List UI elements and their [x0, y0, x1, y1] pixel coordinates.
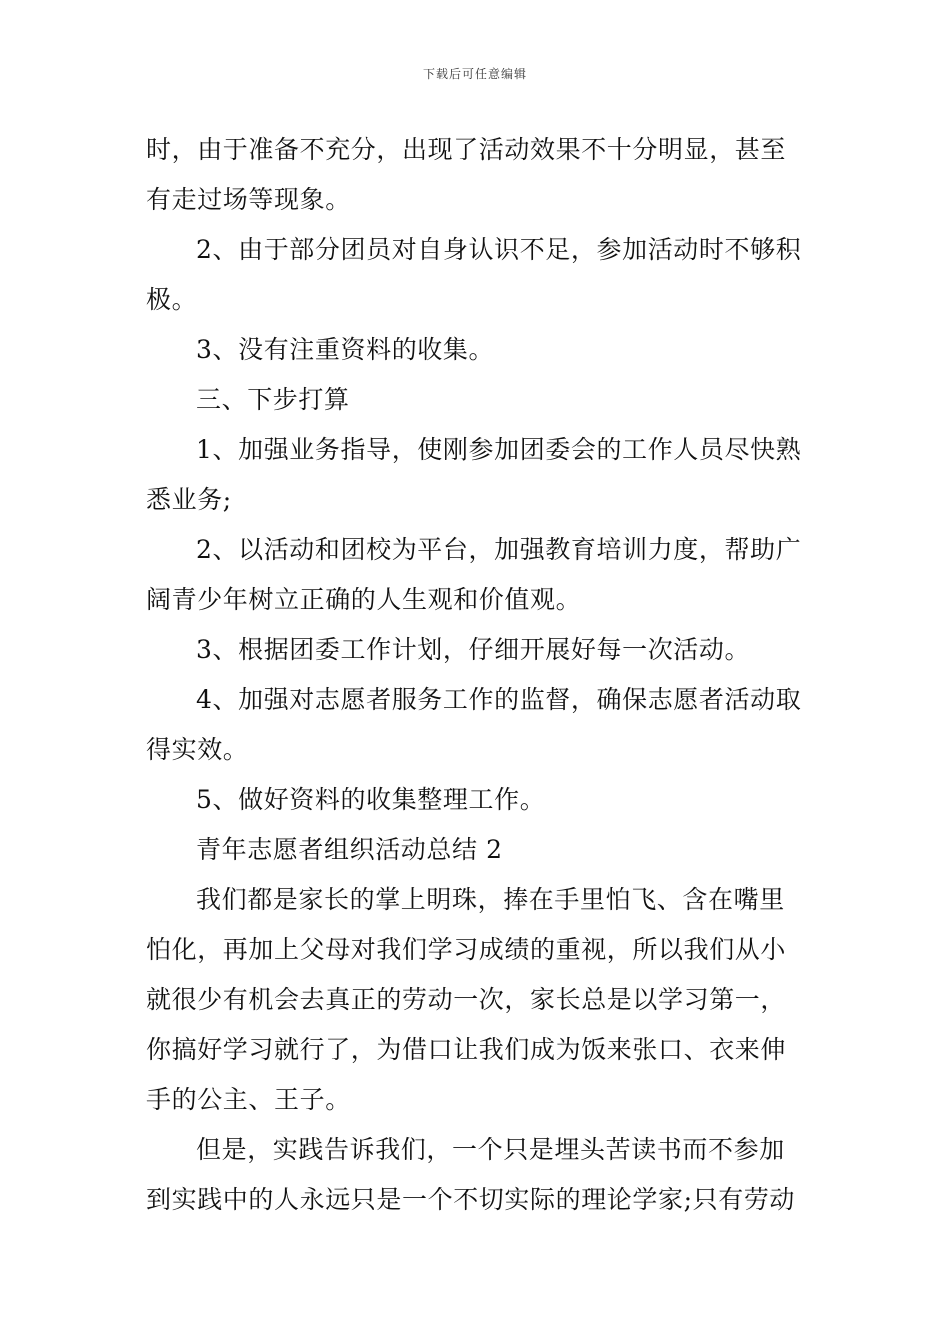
text-line: 3、根据团委工作计划，仔细开展好每一次活动。: [196, 635, 751, 664]
text-line: 阔青少年树立正确的人生观和价值观。: [146, 585, 582, 614]
text-line: 悉业务;: [146, 485, 232, 514]
text-line: 我们都是家长的掌上明珠，捧在手里怕飞、含在嘴里: [196, 885, 785, 914]
document-body: [146, 125, 808, 1225]
text-line: 到实践中的人永远只是一个不切实际的理论学家;只有劳动: [146, 1185, 796, 1214]
section-heading: 三、下步打算: [196, 385, 350, 414]
text-line: 怕化，再加上父母对我们学习成绩的重视，所以我们从小: [146, 935, 787, 964]
text-line: 极。: [146, 285, 198, 314]
text-line: 得实效。: [146, 735, 249, 764]
article-title: 青年志愿者组织活动总结 2: [196, 835, 503, 864]
text-line: 5、做好资料的收集整理工作。: [196, 785, 546, 814]
page-header: 下载后可任意编辑: [422, 67, 527, 81]
text-line: 3、没有注重资料的收集。: [196, 335, 495, 364]
text-line: 你搞好学习就行了，为借口让我们成为饭来张口、衣来伸: [146, 1035, 787, 1064]
text-line: 有走过场等现象。: [146, 185, 351, 214]
text-line: 时，由于准备不充分，出现了活动效果不十分明显，甚至: [146, 135, 787, 164]
text-line: 就很少有机会去真正的劳动一次，家长总是以学习第一，: [146, 985, 787, 1014]
text-line: 2、以活动和团校为平台，加强教育培训力度，帮助广: [196, 535, 802, 564]
text-line: 1、加强业务指导，使刚参加团委会的工作人员尽快熟: [196, 435, 802, 464]
text-line: 4、加强对志愿者服务工作的监督，确保志愿者活动取: [196, 685, 802, 714]
text-line: 2、由于部分团员对自身认识不足，参加活动时不够积: [196, 235, 802, 264]
text-line: 手的公主、王子。: [146, 1085, 351, 1114]
text-line: 但是，实践告诉我们，一个只是埋头苦读书而不参加: [196, 1135, 785, 1164]
